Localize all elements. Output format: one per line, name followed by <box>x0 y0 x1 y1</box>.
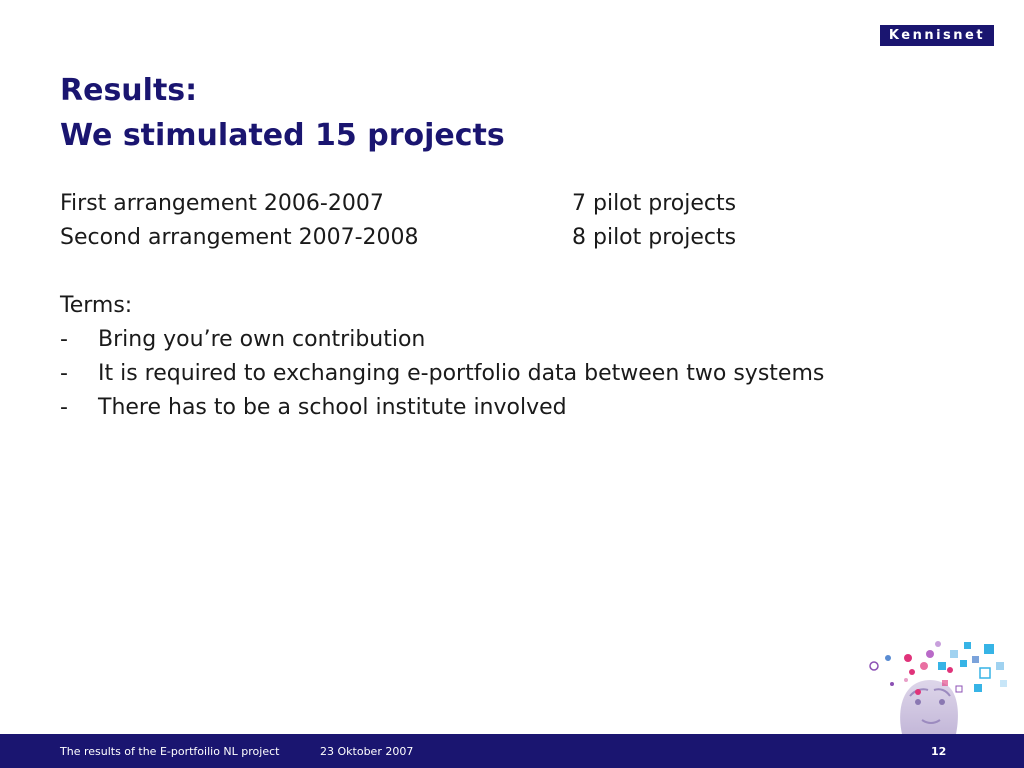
title-line-1: Results: <box>60 73 198 108</box>
arrangement-value: 7 pilot projects <box>572 191 737 216</box>
arrangement-label: First arrangement 2006-2007 <box>60 191 384 216</box>
footer-date: 23 Oktober 2007 <box>320 745 414 758</box>
bullet-dash: - <box>60 361 68 386</box>
slide-title <box>60 68 505 158</box>
spacer <box>60 255 880 289</box>
bullet-dash: - <box>60 395 68 420</box>
terms-item <box>60 357 880 391</box>
terms-item <box>60 323 880 357</box>
terms-item-text: There has to be a school institute involved <box>98 395 567 420</box>
footer-bar <box>0 734 1024 768</box>
footer-title: The results of the E-portfoilio NL project <box>60 745 280 758</box>
arrangement-value: 8 pilot projects <box>572 225 737 250</box>
arrangement-row <box>60 221 880 255</box>
terms-item <box>60 391 880 425</box>
kennisnet-logo: Kennisnet <box>880 25 994 46</box>
terms-heading: Terms: <box>60 293 133 318</box>
slide-body <box>60 187 880 425</box>
arrangement-row <box>60 187 880 221</box>
title-line-2: We stimulated 15 projects <box>60 118 505 153</box>
terms-item-text: Bring you’re own contribution <box>98 327 426 352</box>
arrangement-label: Second arrangement 2007-2008 <box>60 225 419 250</box>
terms-item-text: It is required to exchanging e-portfolio data between two systems <box>98 361 825 386</box>
page-number: 12 <box>931 745 947 758</box>
child-face-with-dots-illustration <box>860 636 1024 734</box>
bullet-dash: - <box>60 327 68 352</box>
